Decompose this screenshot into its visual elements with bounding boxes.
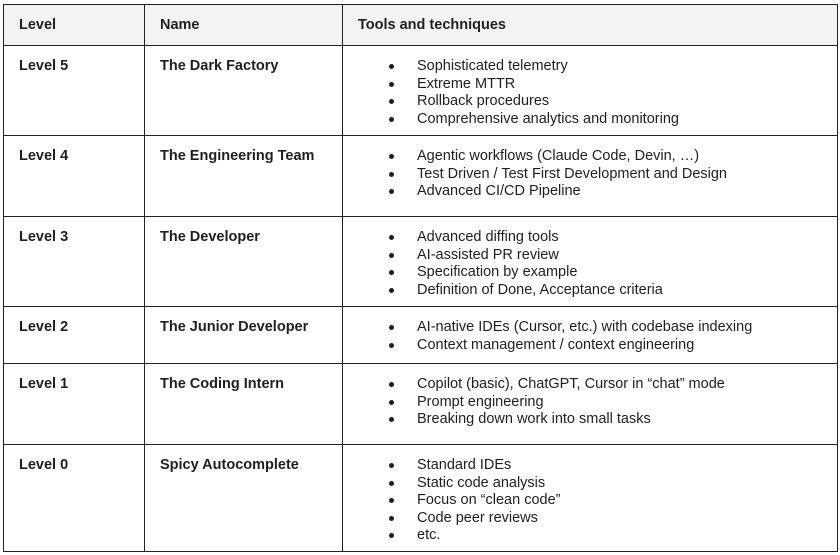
list-item: etc. bbox=[417, 527, 837, 545]
name-cell: The Coding Intern bbox=[145, 364, 343, 445]
name-cell: The Developer bbox=[145, 217, 343, 307]
list-item: Focus on “clean code” bbox=[417, 492, 837, 510]
list-item: Agentic workflows (Claude Code, Devin, …) bbox=[417, 148, 837, 166]
list-item: AI-native IDEs (Cursor, etc.) with codebase indexing bbox=[417, 319, 837, 337]
table-row-level-5 bbox=[4, 46, 838, 136]
list-item: Definition of Done, Acceptance criteria bbox=[417, 282, 837, 300]
tools-list bbox=[343, 319, 837, 354]
list-item: Comprehensive analytics and monitoring bbox=[417, 111, 837, 129]
level-cell: Level 2 bbox=[4, 307, 145, 364]
tools-cell bbox=[343, 364, 838, 445]
list-item: Breaking down work into small tasks bbox=[417, 411, 837, 429]
list-item: Standard IDEs bbox=[417, 457, 837, 475]
level-cell: Level 5 bbox=[4, 46, 145, 136]
tools-cell bbox=[343, 217, 838, 307]
tools-list bbox=[343, 58, 837, 128]
header-row bbox=[4, 5, 838, 46]
list-item: Static code analysis bbox=[417, 475, 837, 493]
header-level: Level bbox=[4, 5, 145, 46]
level-cell: Level 4 bbox=[4, 136, 145, 217]
list-item: Advanced diffing tools bbox=[417, 229, 837, 247]
tools-cell bbox=[343, 307, 838, 364]
list-item: Rollback procedures bbox=[417, 93, 837, 111]
table-row-level-1 bbox=[4, 364, 838, 445]
list-item: Copilot (basic), ChatGPT, Cursor in “chat” mode bbox=[417, 376, 837, 394]
table-row-level-2 bbox=[4, 307, 838, 364]
tools-list bbox=[343, 376, 837, 429]
level-cell: Level 1 bbox=[4, 364, 145, 445]
name-cell: Spicy Autocomplete bbox=[145, 445, 343, 552]
level-cell: Level 0 bbox=[4, 445, 145, 552]
list-item: Code peer reviews bbox=[417, 510, 837, 528]
header-tools: Tools and techniques bbox=[343, 5, 838, 46]
level-cell: Level 3 bbox=[4, 217, 145, 307]
list-item: Specification by example bbox=[417, 264, 837, 282]
list-item: Sophisticated telemetry bbox=[417, 58, 837, 76]
table-row-level-0 bbox=[4, 445, 838, 552]
list-item: AI-assisted PR review bbox=[417, 247, 837, 265]
list-item: Advanced CI/CD Pipeline bbox=[417, 183, 837, 201]
table-row-level-3 bbox=[4, 217, 838, 307]
tools-cell bbox=[343, 136, 838, 217]
name-cell: The Junior Developer bbox=[145, 307, 343, 364]
tools-cell bbox=[343, 445, 838, 552]
list-item: Extreme MTTR bbox=[417, 76, 837, 94]
tools-list bbox=[343, 148, 837, 201]
list-item: Test Driven / Test First Development and Design bbox=[417, 166, 837, 184]
list-item: Context management / context engineering bbox=[417, 337, 837, 355]
tools-list bbox=[343, 457, 837, 545]
name-cell: The Engineering Team bbox=[145, 136, 343, 217]
header-name: Name bbox=[145, 5, 343, 46]
table-row-level-4 bbox=[4, 136, 838, 217]
tools-cell bbox=[343, 46, 838, 136]
tools-list bbox=[343, 229, 837, 299]
name-cell: The Dark Factory bbox=[145, 46, 343, 136]
levels-table bbox=[3, 4, 838, 552]
list-item: Prompt engineering bbox=[417, 394, 837, 412]
